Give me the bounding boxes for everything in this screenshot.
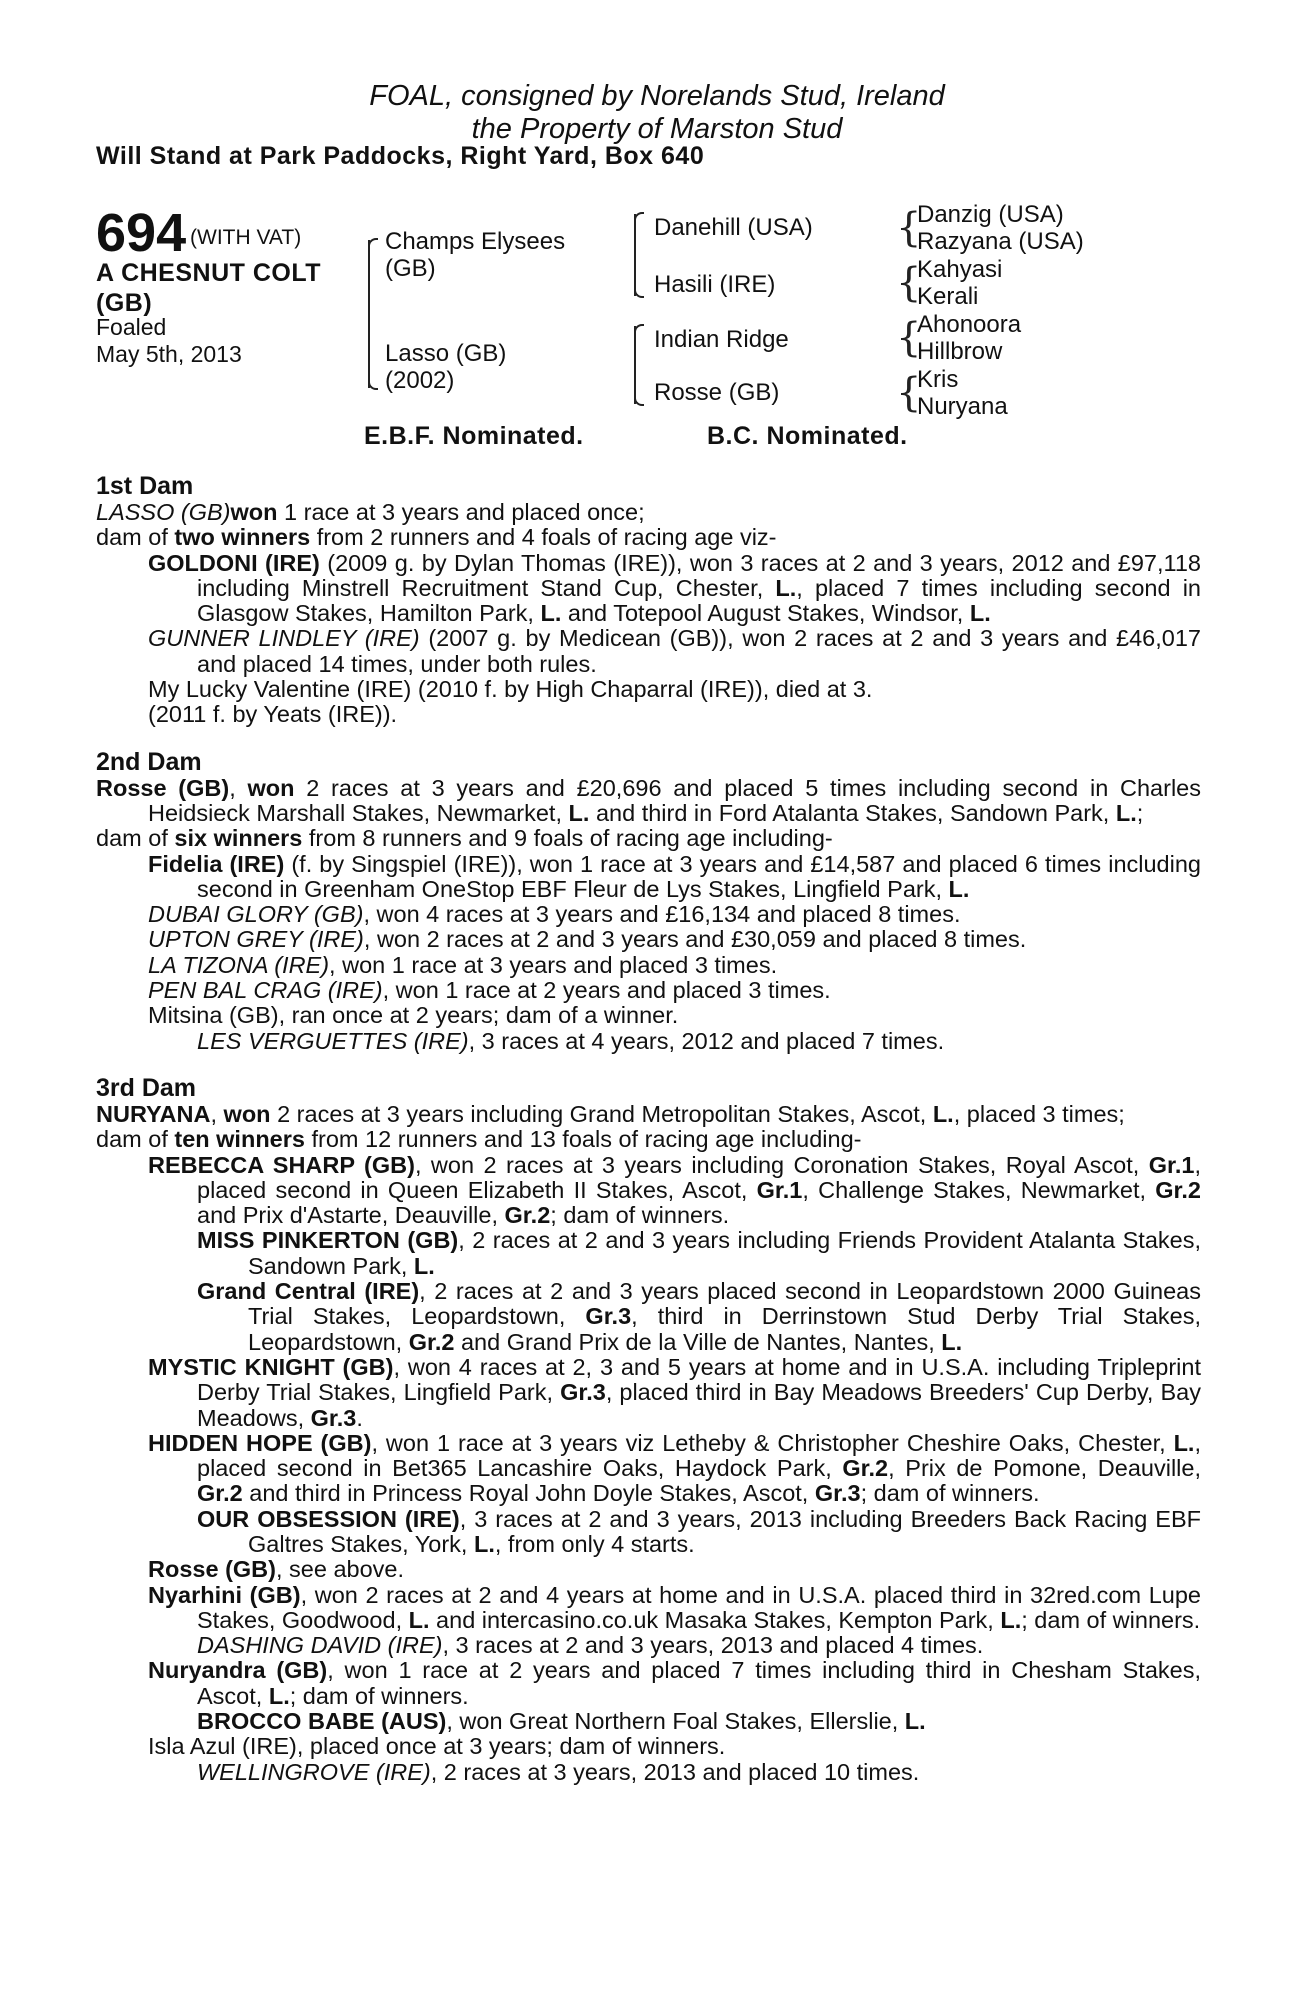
- produce-entry: [148, 1153, 1201, 1229]
- text: and third in Princess Royal John Doyle Stakes, Ascot,: [242, 1480, 815, 1507]
- group-mark: Gr.2: [197, 1480, 243, 1507]
- text: , placed second in Queen Elizabeth II Stakes, Ascot,: [197, 1151, 1201, 1203]
- pedigree-g4-8: Nuryana: [917, 393, 1008, 420]
- bc-nominated: B.C. Nominated.: [707, 422, 908, 450]
- group-mark: Gr.3: [585, 1303, 632, 1330]
- text: , see above.: [275, 1556, 405, 1583]
- text: , won 2 races at 2 and 3 years and £30,059 and placed 8 times.: [363, 926, 1027, 953]
- text: , 3 races at 4 years, 2012 and placed 7 times.: [468, 1027, 945, 1054]
- text: , 2 races at 2 and 3 years placed second in Leopardstown 2000 Guineas Trial Stakes, Leopardstown,: [248, 1278, 1201, 1330]
- text: , won 1 race at 2 years and placed 3 times.: [382, 977, 831, 1004]
- second-dam-produce-summary: [96, 826, 1201, 851]
- horse-name: Fidelia (IRE): [148, 850, 285, 877]
- horse-name: WELLINGROVE (IRE): [197, 1758, 431, 1785]
- won-label: won: [247, 774, 295, 801]
- text: .: [356, 1404, 363, 1431]
- text: and Totepool August Stakes, Windsor,: [561, 600, 970, 627]
- produce-entry: [148, 902, 1201, 927]
- text: ;: [1136, 799, 1144, 826]
- text: , won 1 race at 3 years and placed 3 times.: [329, 951, 778, 978]
- text: and third in Ford Atalanta Stakes, Sandown Park,: [589, 799, 1116, 826]
- horse-name: DUBAI GLORY (GB): [148, 901, 364, 928]
- text: from 12 runners and 13 foals of racing age including-: [304, 1126, 862, 1153]
- listed-mark: L.: [568, 799, 590, 826]
- text: , won 2 races at 2 and 4 years at home and in U.S.A. placed third in 32red.com Lupe Stakes, Goodwood,: [197, 1581, 1201, 1633]
- lot-description-line2: (GB): [96, 289, 153, 317]
- horse-name: MISS PINKERTON (GB): [197, 1227, 459, 1254]
- text: , won 4 races at 3 years and £16,134 and placed 8 times.: [363, 901, 961, 928]
- produce-entry: [148, 852, 1201, 903]
- group-mark: Gr.2: [1155, 1176, 1201, 1203]
- text: dam of: [96, 1126, 175, 1153]
- text: 1 race at 3 years and placed once;: [277, 499, 645, 525]
- sire-line-brace: [634, 214, 636, 296]
- grand-produce-entry: [197, 1760, 1201, 1785]
- horse-name: LES VERGUETTES (IRE): [197, 1027, 469, 1054]
- produce-entry: [148, 953, 1201, 978]
- text: (f. by Singspiel (IRE)), won 1 race at 3 years and £14,587 and placed 6 times including second in Greenham OneStop EBF Fleur de Lys Stakes, Lingfield Park,: [197, 850, 1201, 902]
- text: , Prix de Pomone, Deauville,: [888, 1455, 1201, 1482]
- horse-name: BROCCO BABE (AUS): [197, 1708, 447, 1735]
- group-mark: Gr.3: [560, 1379, 606, 1406]
- text: from 8 runners and 9 foals of racing age including-: [302, 825, 833, 852]
- produce-entry: [148, 1583, 1201, 1634]
- listed-mark: L.: [1115, 799, 1137, 826]
- text: ; dam of winners.: [1021, 1606, 1201, 1633]
- listed-mark: L.: [775, 574, 797, 601]
- text: ; dam of winners.: [550, 1202, 730, 1229]
- horse-name: GOLDONI (IRE): [148, 549, 320, 576]
- listed-mark: L.: [932, 1100, 954, 1127]
- group-mark: Gr.1: [756, 1176, 803, 1203]
- text: , won 2 races at 3 years including Coronation Stakes, Royal Ascot,: [414, 1151, 1149, 1178]
- text: , won 4 races at 2, 3 and 5 years at home and in U.S.A. including Tripleprint Derby Trial Stakes, Lingfield Park,: [197, 1353, 1201, 1406]
- second-dam-heading: 2nd Dam: [96, 747, 202, 776]
- g4-brace-2: {: [896, 260, 922, 306]
- text: , third in Derrinstown Stud Derby Trial Stakes, Leopardstown,: [248, 1303, 1201, 1355]
- lot-description-line1: A CHESNUT COLT: [96, 259, 322, 287]
- text: and intercasino.co.uk Masaka Stakes, Kempton Park,: [429, 1606, 1001, 1633]
- text: dam of: [96, 524, 175, 551]
- pedigree-g4-2: Razyana (USA): [917, 228, 1084, 255]
- listed-mark: L.: [408, 1606, 430, 1633]
- text: (2009 g. by Dylan Thomas (IRE)), won 3 races at 2 and 3 years, 2012 and £97,118 including Minstrell Recruitment Stand Cup, Chester,: [197, 549, 1201, 601]
- text: , placed second in Bet365 Lancashire Oaks, Haydock Park,: [197, 1429, 1201, 1482]
- produce-entry: [148, 927, 1201, 952]
- stand-location: Will Stand at Park Paddocks, Right Yard, Box 640: [96, 142, 705, 170]
- horse-name: NURYANA: [96, 1100, 211, 1127]
- pedigree-g4-4: Kerali: [917, 283, 979, 310]
- text: , 3 races at 2 and 3 years, 2013 and placed 4 times.: [442, 1632, 984, 1659]
- pedigree-g4-7: Kris: [917, 366, 959, 393]
- text: and Grand Prix de la Ville de Nantes, Nantes,: [454, 1328, 942, 1355]
- pedigree-g4-6: Hillbrow: [917, 338, 1003, 365]
- foaled-label: Foaled: [96, 314, 167, 340]
- horse-name: Rosse (GB): [148, 1556, 276, 1583]
- consignor-line: FOAL, consigned by Norelands Stud, Ireland: [369, 80, 945, 112]
- text: , won 1 race at 3 years viz Letheby & Christopher Cheshire Oaks, Chester,: [371, 1429, 1174, 1456]
- horse-name: MYSTIC KNIGHT (GB): [148, 1353, 394, 1380]
- produce-entry: [148, 551, 1201, 627]
- grand-produce-entry: [197, 1029, 1201, 1054]
- pedigree-dam-sire: Indian Ridge: [654, 326, 789, 353]
- horse-name: GUNNER LINDLEY (IRE): [148, 625, 420, 652]
- text: , 2 races at 2 and 3 years including Friends Provident Atalanta Stakes, Sandown Park,: [248, 1227, 1202, 1279]
- produce-entry: Isla Azul (IRE), placed once at 3 years; dam of winners.: [148, 1733, 726, 1760]
- winners-count: six winners: [174, 825, 303, 852]
- pedigree-dam-name: Lasso (GB): [385, 340, 507, 367]
- group-mark: Gr.2: [504, 1202, 551, 1229]
- text: , 3 races at 2 and 3 years, 2013 including Breeders Back Racing EBF Galtres Stakes, York,: [248, 1505, 1201, 1557]
- pedigree-dam: [385, 340, 506, 394]
- text: , placed 7 times including second in Glasgow Stakes, Hamilton Park,: [197, 574, 1201, 627]
- produce-entry: Mitsina (GB), ran once at 2 years; dam of a winner.: [148, 1002, 679, 1029]
- lot-number: 694: [96, 203, 187, 263]
- text: ,: [210, 1100, 224, 1127]
- produce-entry: [148, 1431, 1201, 1507]
- text: , won Great Northern Foal Stakes, Ellerslie,: [446, 1708, 905, 1735]
- grand-produce-entry: [197, 1279, 1201, 1355]
- produce-entry: [148, 626, 1201, 677]
- horse-name: UPTON GREY (IRE): [148, 926, 364, 953]
- horse-name: DASHING DAVID (IRE): [197, 1632, 443, 1659]
- lot-description: [96, 258, 321, 318]
- pedigree-g4-1: Danzig (USA): [917, 201, 1064, 228]
- listed-mark: L.: [413, 1252, 435, 1279]
- horse-name: HIDDEN HOPE (GB): [148, 1429, 372, 1456]
- pedigree-sire-origin: (GB): [385, 255, 436, 282]
- won-label: won: [223, 1100, 271, 1127]
- g4-brace-1: {: [896, 205, 922, 251]
- text: and Prix d'Astarte, Deauville,: [197, 1202, 505, 1229]
- horse-name: Rosse (GB): [96, 774, 230, 801]
- pedigree-g4-3: Kahyasi: [917, 256, 1003, 283]
- vat-note: (WITH VAT): [190, 226, 302, 249]
- winners-count: two winners: [174, 524, 311, 551]
- text: , Challenge Stakes, Newmarket,: [802, 1176, 1156, 1203]
- grand-produce-entry: [197, 1709, 1201, 1734]
- pedigree-sire-name: Champs Elysees: [385, 228, 566, 255]
- listed-mark: L.: [473, 1530, 495, 1557]
- listed-mark: L.: [1000, 1606, 1022, 1633]
- grand-produce-entry: [197, 1633, 1201, 1658]
- text: 2 races at 3 years and £20,696 and placed 5 times including second in Charles Heidsieck Marshall Stakes, Newmarket,: [148, 774, 1201, 826]
- pedigree-dam-dam: Rosse (GB): [654, 379, 780, 406]
- text: ,: [229, 774, 248, 801]
- property-line: the Property of Marston Stud: [471, 113, 843, 145]
- winners-count: ten winners: [174, 1126, 305, 1153]
- first-dam-produce-summary: [96, 525, 1201, 550]
- first-dam-summary: [96, 500, 1201, 525]
- text: , won 1 race at 2 years and placed 7 times including third in Chesham Stakes, Ascot,: [197, 1657, 1201, 1709]
- pedigree-sire-dam: Hasili (IRE): [654, 271, 776, 298]
- first-dam-heading: 1st Dam: [96, 472, 194, 500]
- ebf-nominated: E.B.F. Nominated.: [364, 422, 584, 450]
- produce-entry: [148, 978, 1201, 1003]
- listed-mark: L.: [904, 1708, 926, 1735]
- won-label: won: [230, 499, 278, 525]
- third-dam-summary: [96, 1102, 1201, 1127]
- grand-produce-entry: [197, 1507, 1201, 1558]
- horse-name: PEN BAL CRAG (IRE): [148, 977, 383, 1004]
- g4-brace-3: {: [896, 315, 922, 361]
- horse-name: Grand Central (IRE): [197, 1278, 420, 1305]
- third-dam-heading: 3rd Dam: [96, 1073, 197, 1102]
- text: ; dam of winners.: [289, 1682, 469, 1709]
- g4-brace-4: {: [896, 370, 922, 416]
- group-mark: Gr.1: [1148, 1151, 1195, 1178]
- group-mark: Gr.3: [310, 1404, 357, 1431]
- group-mark: Gr.2: [842, 1455, 889, 1482]
- horse-name: REBECCA SHARP (GB): [148, 1151, 415, 1178]
- produce-entry: [148, 1557, 1201, 1582]
- listed-mark: L.: [948, 875, 970, 902]
- text: , placed 3 times;: [953, 1100, 1125, 1127]
- text: from 2 runners and 4 foals of racing age viz-: [310, 524, 777, 551]
- pedigree-sire-sire: Danehill (USA): [654, 214, 813, 241]
- produce-entry: (2011 f. by Yeats (IRE)).: [148, 701, 398, 728]
- horse-name: LASSO (GB): [96, 499, 231, 525]
- group-mark: Gr.3: [814, 1480, 861, 1507]
- horse-name: Nyarhini (GB): [148, 1581, 301, 1608]
- produce-entry: [148, 1658, 1201, 1709]
- horse-name: LA TIZONA (IRE): [148, 951, 330, 978]
- listed-mark: L.: [540, 600, 562, 627]
- horse-name: OUR OBSESSION (IRE): [197, 1505, 460, 1532]
- produce-entry: [148, 1355, 1201, 1431]
- pedigree-sire: [385, 228, 565, 282]
- dam-line-brace: [634, 326, 636, 404]
- produce-entry: My Lucky Valentine (IRE) (2010 f. by High Chaparral (IRE)), died at 3.: [148, 676, 873, 703]
- listed-mark: L.: [268, 1682, 290, 1709]
- text: (2007 g. by Medicean (GB)), won 2 races at 2 and 3 years and £46,017 and placed 14 times, under both rules.: [197, 625, 1201, 677]
- pedigree-dam-year: (2002): [385, 367, 455, 394]
- pedigree-g4-5: Ahonoora: [917, 311, 1022, 338]
- listed-mark: L.: [969, 600, 991, 627]
- sire-dam-brace: [368, 240, 370, 388]
- text: 2 races at 3 years including Grand Metropolitan Stakes, Ascot,: [270, 1100, 933, 1127]
- text: , from only 4 starts.: [494, 1530, 695, 1557]
- text: dam of: [96, 825, 175, 852]
- text: , 2 races at 3 years, 2013 and placed 10 times.: [430, 1758, 920, 1785]
- text: ; dam of winners.: [860, 1480, 1040, 1507]
- group-mark: Gr.2: [408, 1328, 455, 1355]
- listed-mark: L.: [941, 1328, 963, 1355]
- third-dam-produce-summary: [96, 1127, 1201, 1152]
- grand-produce-entry: [197, 1228, 1201, 1279]
- horse-name: Nuryandra (GB): [148, 1657, 328, 1684]
- dam-history: [96, 473, 1201, 1785]
- foaled-info: [96, 314, 242, 368]
- foaled-date: May 5th, 2013: [96, 341, 242, 367]
- text: , placed third in Bay Meadows Breeders' Cup Derby, Bay Meadows,: [197, 1379, 1201, 1431]
- listed-mark: L.: [1173, 1429, 1195, 1456]
- second-dam-summary: [96, 776, 1201, 827]
